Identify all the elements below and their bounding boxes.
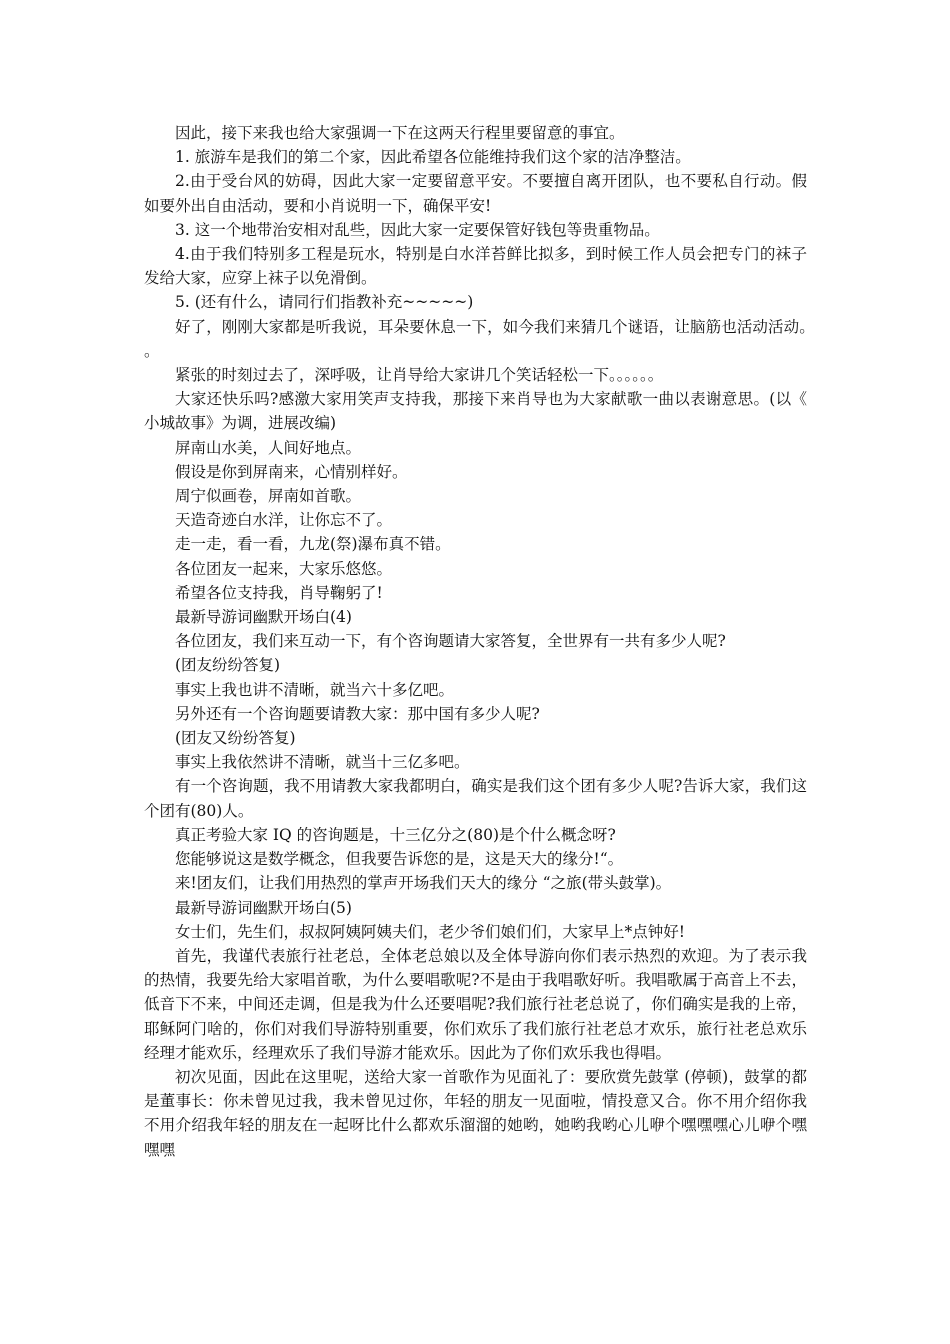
paragraph: 真正考验大家 IQ 的咨询题是，十三亿分之(80)是个什么概念呀? <box>175 825 616 844</box>
list-item: 5. (还有什么，请同行们指教补充~~~~~) <box>175 293 474 312</box>
paragraph: 初次见面，因此在这里呢，送给大家一首歌作为见面礼了：要欣赏先鼓掌 (停顿)，鼓掌的都是董事长：你未曾见过我，我未曾见过你，年轻的朋友一见面啦，情投意又合。你不用介绍你我不用介绍我年轻的朋友在一起呀比什么都欢乐溜溜的她哟，她哟我哟心儿咿个嘿嘿嘿心儿咿个嘿嘿嘿 <box>144 1067 807 1159</box>
paragraph: 女士们，先生们，叔叔阿姨阿姨夫们，老少爷们娘们们，大家早上*点钟好! <box>175 922 685 941</box>
section-heading: 最新导游词幽默开场白(4) <box>175 608 352 627</box>
paragraph: 另外还有一个咨询题要请教大家：那中国有多少人呢? <box>175 704 540 723</box>
paragraph: 事实上我依然讲不清晰，就当十三亿多吧。 <box>175 753 470 772</box>
lyric-line: 希望各位支持我，肖导鞠躬了! <box>175 583 383 602</box>
paragraph: 有一个咨询题，我不用请教大家我都明白，确实是我们这个团有多少人呢?告诉大家，我们这个团有(80)人。 <box>144 777 807 820</box>
paragraph: (团友纷纷答复) <box>175 656 281 675</box>
lyric-line: 各位团友一起来，大家乐悠悠。 <box>175 559 393 578</box>
list-item: 2.由于受台风的妨碍，因此大家一定要留意平安。不要擅自离开团队，也不要私自行动。假如要外出自由活动，要和小肖说明一下，确保平安! <box>144 172 807 215</box>
list-item: 3. 这一个地带治安相对乱些，因此大家一定要保管好钱包等贵重物品。 <box>175 220 660 239</box>
section-heading: 最新导游词幽默开场白(5) <box>175 898 352 917</box>
lyric-line: 走一走，看一看，九龙(祭)瀑布真不错。 <box>175 535 451 554</box>
paragraph: (团友又纷纷答复) <box>175 729 296 748</box>
paragraph: 好了，刚刚大家都是听我说，耳朵要休息一下，如今我们来猜几个谜语，让脑筋也活动活动。。 <box>144 317 807 360</box>
list-item: 4.由于我们特别多工程是玩水，特别是白水洋苔鲜比拟多，到时候工作人员会把专门的袜子发给大家，应穿上袜子以免滑倒。 <box>144 245 807 288</box>
list-item: 1. 旅游车是我们的第二个家，因此希望各位能维持我们这个家的洁净整洁。 <box>175 148 691 167</box>
lyric-line: 天造奇迹白水洋，让你忘不了。 <box>175 511 393 530</box>
paragraph: 事实上我也讲不清晰，就当六十多亿吧。 <box>175 680 455 699</box>
paragraph: 大家还快乐吗?感激大家用笑声支持我，那接下来肖导也为大家献歌一曲以表谢意思。(以《小城故事》为调，进展改编) <box>144 390 807 433</box>
paragraph: 来!团友们，让我们用热烈的掌声开场我们天大的缘分 “之旅(带头鼓掌)。 <box>175 874 672 893</box>
paragraph: 首先，我谨代表旅行社老总，全体老总娘以及全体导游向你们表示热烈的欢迎。为了表示我的热情，我要先给大家唱首歌，为什么要唱歌呢?不是由于我唱歌好听。我唱歌属于高音上不去，低音下不来，中间还走调，但是我为什么还要唱呢?我们旅行社老总说了，你们确实是我的上帝，耶稣阿门啥的，你们对我们导游特别重要，你们欢乐了我们旅行社老总才欢乐，旅行社老总欢乐经理才能欢乐，经理欢乐了我们导游才能欢乐。因此为了你们欢乐我也得唱。 <box>144 946 807 1062</box>
lyric-line: 屏南山水美，人间好地点。 <box>175 438 362 457</box>
paragraph: 您能够说这是数学概念，但我要告诉您的是，这是天大的缘分!“。 <box>175 850 624 869</box>
document-body <box>144 121 807 1162</box>
paragraph: 各位团友，我们来互动一下，有个咨询题请大家答复，全世界有一共有多少人呢? <box>175 632 726 651</box>
lyric-line: 周宁似画卷，屏南如首歌。 <box>175 487 362 506</box>
paragraph: 因此，接下来我也给大家强调一下在这两天行程里要留意的事宜。 <box>175 124 625 142</box>
paragraph: 紧张的时刻过去了，深呼吸，让肖导给大家讲几个笑话轻松一下。。。。。。 <box>175 366 664 385</box>
lyric-line: 假设是你到屏南来，心情别样好。 <box>175 462 408 481</box>
